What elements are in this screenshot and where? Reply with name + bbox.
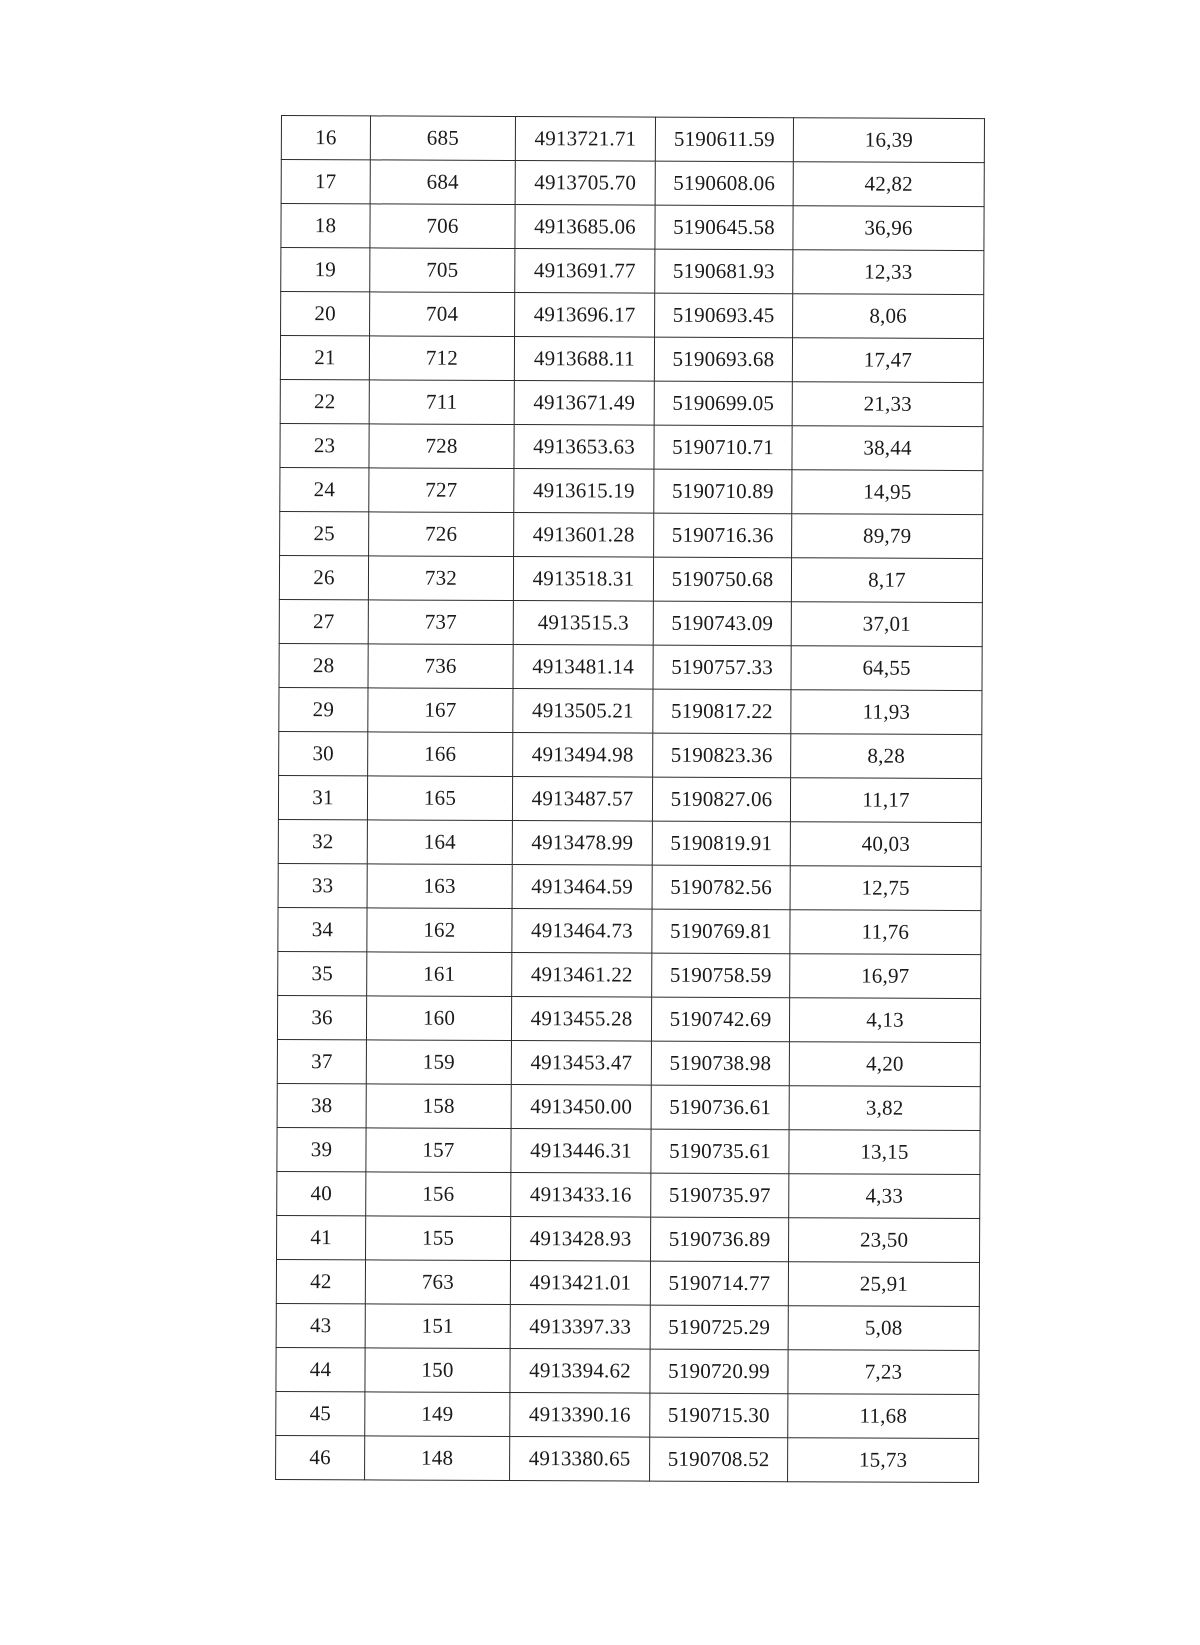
y-coordinate-cell: 5190735.97 bbox=[651, 1173, 789, 1218]
row-number-cell: 18 bbox=[281, 204, 370, 248]
y-coordinate-cell: 5190817.22 bbox=[653, 689, 791, 734]
table-row bbox=[277, 1171, 980, 1218]
point-id-cell: 704 bbox=[370, 292, 515, 337]
table-row bbox=[277, 1127, 980, 1174]
distance-cell: 11,17 bbox=[790, 778, 981, 823]
row-number-cell: 31 bbox=[278, 775, 367, 819]
y-coordinate-cell: 5190758.59 bbox=[652, 953, 790, 998]
y-coordinate-cell: 5190710.71 bbox=[654, 425, 792, 470]
x-coordinate-cell: 4913464.73 bbox=[512, 909, 652, 954]
distance-cell: 3,82 bbox=[789, 1086, 980, 1131]
point-id-cell: 728 bbox=[369, 424, 514, 469]
table-row bbox=[277, 1039, 980, 1086]
row-number-cell: 35 bbox=[278, 951, 367, 995]
y-coordinate-cell: 5190710.89 bbox=[654, 469, 792, 514]
row-number-cell: 25 bbox=[280, 511, 369, 555]
row-number-cell: 43 bbox=[276, 1303, 365, 1347]
point-id-cell: 166 bbox=[368, 732, 513, 777]
point-id-cell: 165 bbox=[367, 776, 512, 821]
table-row bbox=[281, 204, 984, 251]
point-id-cell: 148 bbox=[365, 1436, 510, 1481]
row-number-cell: 23 bbox=[280, 423, 369, 467]
y-coordinate-cell: 5190708.52 bbox=[650, 1437, 788, 1482]
table-row bbox=[281, 160, 984, 207]
y-coordinate-cell: 5190681.93 bbox=[655, 249, 793, 294]
row-number-cell: 40 bbox=[277, 1171, 366, 1215]
distance-cell: 16,39 bbox=[793, 118, 984, 163]
y-coordinate-cell: 5190757.33 bbox=[653, 645, 791, 690]
distance-cell: 25,91 bbox=[788, 1262, 979, 1307]
x-coordinate-cell: 4913446.31 bbox=[511, 1129, 651, 1174]
y-coordinate-cell: 5190611.59 bbox=[655, 117, 793, 162]
table-row bbox=[277, 1083, 980, 1130]
x-coordinate-cell: 4913685.06 bbox=[515, 205, 655, 250]
distance-cell: 23,50 bbox=[789, 1218, 980, 1263]
row-number-cell: 38 bbox=[277, 1083, 366, 1127]
table-row bbox=[277, 1215, 980, 1262]
x-coordinate-cell: 4913601.28 bbox=[514, 513, 654, 558]
y-coordinate-cell: 5190782.56 bbox=[652, 865, 790, 910]
distance-cell: 12,33 bbox=[793, 250, 984, 295]
distance-cell: 11,76 bbox=[790, 910, 981, 955]
row-number-cell: 29 bbox=[279, 687, 368, 731]
y-coordinate-cell: 5190693.68 bbox=[654, 337, 792, 382]
point-id-cell: 151 bbox=[365, 1304, 510, 1349]
x-coordinate-cell: 4913615.19 bbox=[514, 469, 654, 514]
distance-cell: 40,03 bbox=[790, 822, 981, 867]
table-row bbox=[280, 379, 983, 426]
table-row bbox=[280, 511, 983, 558]
distance-cell: 15,73 bbox=[788, 1438, 979, 1483]
y-coordinate-cell: 5190750.68 bbox=[653, 557, 791, 602]
table-row bbox=[279, 555, 982, 602]
x-coordinate-cell: 4913487.57 bbox=[512, 777, 652, 822]
distance-cell: 5,08 bbox=[788, 1306, 979, 1351]
y-coordinate-cell: 5190769.81 bbox=[652, 909, 790, 954]
point-id-cell: 161 bbox=[367, 952, 512, 997]
y-coordinate-cell: 5190715.30 bbox=[650, 1393, 788, 1438]
row-number-cell: 27 bbox=[279, 599, 368, 643]
y-coordinate-cell: 5190827.06 bbox=[652, 777, 790, 822]
row-number-cell: 32 bbox=[278, 819, 367, 863]
table-row bbox=[276, 1435, 979, 1482]
table-row bbox=[279, 643, 982, 690]
point-id-cell: 727 bbox=[369, 468, 514, 513]
point-id-cell: 732 bbox=[368, 556, 513, 601]
table-row bbox=[280, 467, 983, 514]
point-id-cell: 167 bbox=[368, 688, 513, 733]
x-coordinate-cell: 4913478.99 bbox=[512, 821, 652, 866]
point-id-cell: 162 bbox=[367, 908, 512, 953]
y-coordinate-cell: 5190743.09 bbox=[653, 601, 791, 646]
table-row bbox=[281, 116, 984, 163]
row-number-cell: 42 bbox=[276, 1259, 365, 1303]
x-coordinate-cell: 4913394.62 bbox=[510, 1349, 650, 1394]
x-coordinate-cell: 4913390.16 bbox=[510, 1393, 650, 1438]
row-number-cell: 28 bbox=[279, 643, 368, 687]
point-id-cell: 685 bbox=[370, 116, 515, 161]
point-id-cell: 155 bbox=[366, 1216, 511, 1261]
x-coordinate-cell: 4913380.65 bbox=[510, 1437, 650, 1482]
table-row bbox=[281, 248, 984, 295]
y-coordinate-cell: 5190714.77 bbox=[650, 1261, 788, 1306]
x-coordinate-cell: 4913518.31 bbox=[513, 557, 653, 602]
point-id-cell: 159 bbox=[366, 1040, 511, 1085]
point-id-cell: 736 bbox=[368, 644, 513, 689]
distance-cell: 4,13 bbox=[789, 998, 980, 1043]
x-coordinate-cell: 4913696.17 bbox=[515, 293, 655, 338]
distance-cell: 37,01 bbox=[791, 602, 982, 647]
x-coordinate-cell: 4913464.59 bbox=[512, 865, 652, 910]
x-coordinate-cell: 4913397.33 bbox=[510, 1305, 650, 1350]
row-number-cell: 39 bbox=[277, 1127, 366, 1171]
point-id-cell: 156 bbox=[366, 1172, 511, 1217]
distance-cell: 64,55 bbox=[791, 646, 982, 691]
row-number-cell: 16 bbox=[281, 116, 370, 160]
distance-cell: 11,68 bbox=[788, 1394, 979, 1439]
distance-cell: 36,96 bbox=[793, 206, 984, 251]
coordinates-table bbox=[275, 115, 985, 1483]
distance-cell: 8,28 bbox=[791, 734, 982, 779]
distance-cell: 14,95 bbox=[792, 470, 983, 515]
row-number-cell: 19 bbox=[281, 248, 370, 292]
distance-cell: 11,93 bbox=[791, 690, 982, 735]
table-row bbox=[279, 731, 982, 778]
x-coordinate-cell: 4913494.98 bbox=[513, 733, 653, 778]
table-row bbox=[280, 336, 983, 383]
row-number-cell: 17 bbox=[281, 160, 370, 204]
distance-cell: 89,79 bbox=[792, 514, 983, 559]
x-coordinate-cell: 4913705.70 bbox=[515, 161, 655, 206]
row-number-cell: 20 bbox=[281, 292, 370, 336]
distance-cell: 38,44 bbox=[792, 426, 983, 471]
row-number-cell: 24 bbox=[280, 467, 369, 511]
x-coordinate-cell: 4913453.47 bbox=[511, 1041, 651, 1086]
distance-cell: 4,33 bbox=[789, 1174, 980, 1219]
y-coordinate-cell: 5190693.45 bbox=[655, 293, 793, 338]
x-coordinate-cell: 4913691.77 bbox=[515, 249, 655, 294]
table-row bbox=[276, 1303, 979, 1350]
y-coordinate-cell: 5190823.36 bbox=[653, 733, 791, 778]
x-coordinate-cell: 4913421.01 bbox=[510, 1261, 650, 1306]
x-coordinate-cell: 4913455.28 bbox=[511, 997, 651, 1042]
point-id-cell: 737 bbox=[368, 600, 513, 645]
table-row bbox=[278, 907, 981, 954]
distance-cell: 12,75 bbox=[790, 866, 981, 911]
distance-cell: 17,47 bbox=[792, 338, 983, 383]
y-coordinate-cell: 5190716.36 bbox=[654, 513, 792, 558]
table-row bbox=[276, 1259, 979, 1306]
y-coordinate-cell: 5190738.98 bbox=[651, 1041, 789, 1086]
y-coordinate-cell: 5190742.69 bbox=[651, 997, 789, 1042]
table-row bbox=[278, 951, 981, 998]
distance-cell: 7,23 bbox=[788, 1350, 979, 1395]
table-row bbox=[276, 1347, 979, 1394]
distance-cell: 13,15 bbox=[789, 1130, 980, 1175]
row-number-cell: 41 bbox=[277, 1215, 366, 1259]
x-coordinate-cell: 4913433.16 bbox=[511, 1173, 651, 1218]
y-coordinate-cell: 5190699.05 bbox=[654, 381, 792, 426]
x-coordinate-cell: 4913688.11 bbox=[514, 337, 654, 382]
y-coordinate-cell: 5190735.61 bbox=[651, 1129, 789, 1174]
row-number-cell: 36 bbox=[277, 995, 366, 1039]
row-number-cell: 37 bbox=[277, 1039, 366, 1083]
row-number-cell: 26 bbox=[279, 555, 368, 599]
distance-cell: 21,33 bbox=[792, 382, 983, 427]
point-id-cell: 684 bbox=[370, 160, 515, 205]
row-number-cell: 34 bbox=[278, 907, 367, 951]
point-id-cell: 726 bbox=[369, 512, 514, 557]
distance-cell: 4,20 bbox=[789, 1042, 980, 1087]
x-coordinate-cell: 4913450.00 bbox=[511, 1085, 651, 1130]
row-number-cell: 30 bbox=[279, 731, 368, 775]
x-coordinate-cell: 4913721.71 bbox=[515, 117, 655, 162]
x-coordinate-cell: 4913461.22 bbox=[512, 953, 652, 998]
point-id-cell: 160 bbox=[366, 996, 511, 1041]
table-row bbox=[278, 819, 981, 866]
y-coordinate-cell: 5190736.61 bbox=[651, 1085, 789, 1130]
y-coordinate-cell: 5190736.89 bbox=[651, 1217, 789, 1262]
table-row bbox=[279, 599, 982, 646]
row-number-cell: 46 bbox=[276, 1435, 365, 1479]
point-id-cell: 157 bbox=[366, 1128, 511, 1173]
coordinates-table-body bbox=[276, 116, 985, 1483]
row-number-cell: 44 bbox=[276, 1347, 365, 1391]
table-row bbox=[278, 863, 981, 910]
point-id-cell: 149 bbox=[365, 1392, 510, 1437]
point-id-cell: 763 bbox=[365, 1260, 510, 1305]
y-coordinate-cell: 5190645.58 bbox=[655, 205, 793, 250]
distance-cell: 8,17 bbox=[791, 558, 982, 603]
table-row bbox=[281, 292, 984, 339]
distance-cell: 42,82 bbox=[793, 162, 984, 207]
table-row bbox=[276, 1391, 979, 1438]
distance-cell: 8,06 bbox=[793, 294, 984, 339]
row-number-cell: 45 bbox=[276, 1391, 365, 1435]
x-coordinate-cell: 4913515.3 bbox=[513, 601, 653, 646]
point-id-cell: 706 bbox=[370, 204, 515, 249]
distance-cell: 16,97 bbox=[790, 954, 981, 999]
x-coordinate-cell: 4913671.49 bbox=[514, 381, 654, 426]
y-coordinate-cell: 5190819.91 bbox=[652, 821, 790, 866]
point-id-cell: 150 bbox=[365, 1348, 510, 1393]
x-coordinate-cell: 4913428.93 bbox=[511, 1217, 651, 1262]
point-id-cell: 711 bbox=[369, 380, 514, 425]
row-number-cell: 21 bbox=[280, 336, 369, 380]
y-coordinate-cell: 5190720.99 bbox=[650, 1349, 788, 1394]
table-row bbox=[278, 775, 981, 822]
y-coordinate-cell: 5190608.06 bbox=[655, 161, 793, 206]
x-coordinate-cell: 4913481.14 bbox=[513, 645, 653, 690]
y-coordinate-cell: 5190725.29 bbox=[650, 1305, 788, 1350]
point-id-cell: 705 bbox=[370, 248, 515, 293]
point-id-cell: 712 bbox=[369, 336, 514, 381]
x-coordinate-cell: 4913505.21 bbox=[513, 689, 653, 734]
row-number-cell: 33 bbox=[278, 863, 367, 907]
point-id-cell: 164 bbox=[367, 820, 512, 865]
table-row bbox=[277, 995, 980, 1042]
point-id-cell: 158 bbox=[366, 1084, 511, 1129]
table-row bbox=[280, 423, 983, 470]
table-row bbox=[279, 687, 982, 734]
x-coordinate-cell: 4913653.63 bbox=[514, 425, 654, 470]
point-id-cell: 163 bbox=[367, 864, 512, 909]
row-number-cell: 22 bbox=[280, 379, 369, 423]
